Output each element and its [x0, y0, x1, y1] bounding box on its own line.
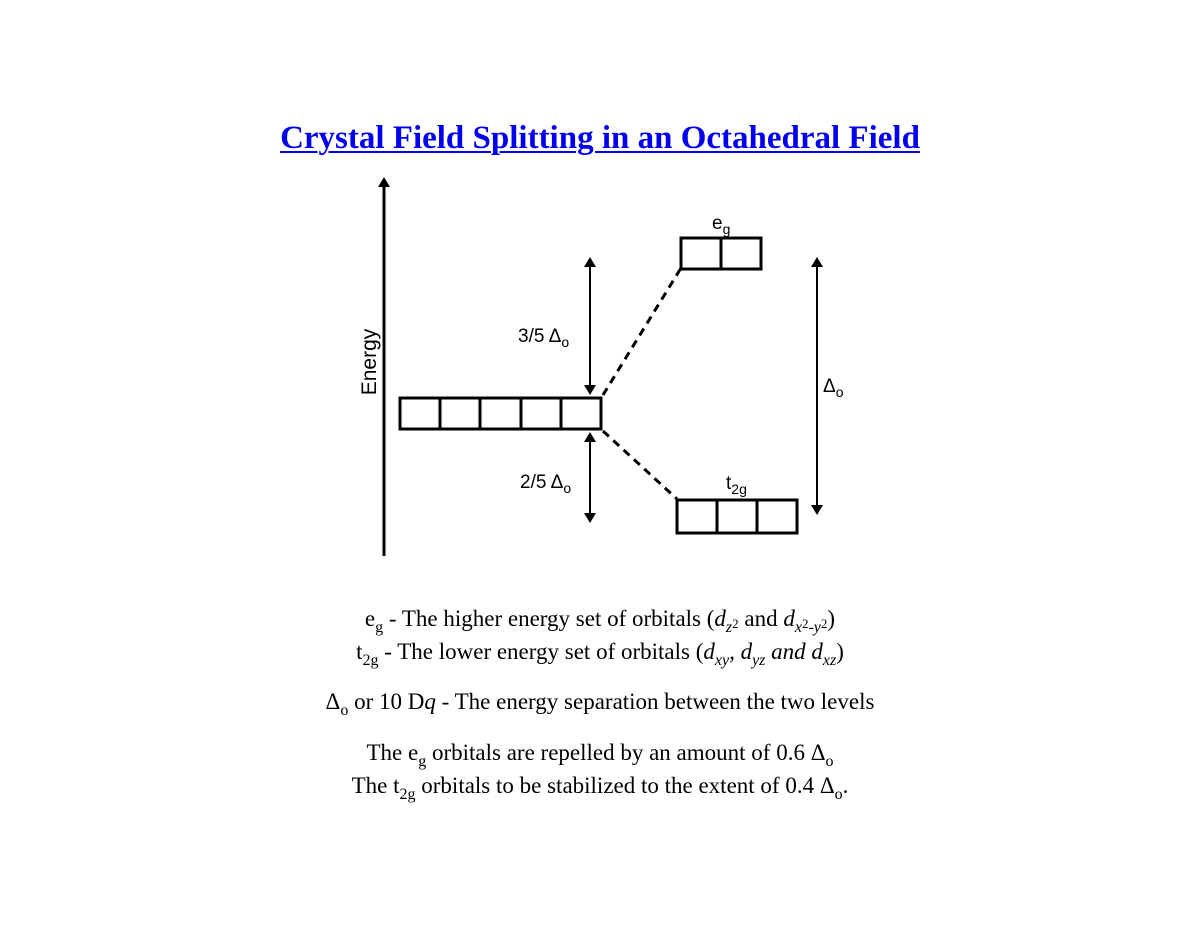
- degenerate-orbital-level: [400, 398, 601, 429]
- lower-split-connector: [603, 431, 677, 499]
- upper-split-connector: [603, 268, 681, 395]
- total-gap-label: $\Delta_o$: [823, 376, 844, 400]
- lower-gap-label: 2/5 $\Delta_o$: [520, 472, 572, 496]
- t2g-orbital-level: [677, 500, 797, 533]
- eg-level-label: $e_g$: [712, 213, 731, 237]
- caption-eg-repulsion: The $e_g$ orbitals are repelled by an amount of 0.6 $\Delta_o$: [366, 740, 834, 770]
- caption-t2g-definition: $t_{2g}$ - The lower energy set of orbitals ($d_{xy}$, $d_{yz}$ and $d_{xz}$): [356, 639, 844, 669]
- caption-eg-definition: $e_g$ - The higher energy set of orbitals ($d_{z^2}$ and $d_{x^2-y^2}$): [364, 606, 836, 636]
- energy-axis-label: Energy: [358, 328, 381, 396]
- caption-t2g-stabilization: The $t_{2g}$ orbitals to be stabilized to the extent of 0.4 $\Delta_o$.: [351, 773, 849, 803]
- upper-gap-label: 3/5 $\Delta_o$: [518, 326, 570, 350]
- page-title: Crystal Field Splitting in an Octahedral Field: [280, 120, 920, 156]
- eg-orbital-level: [681, 238, 761, 269]
- t2g-level-label: $t_{2g}$: [726, 473, 747, 497]
- caption-delta-definition: $\Delta_o$ or 10 Dq - The energy separation between the two levels: [325, 689, 875, 719]
